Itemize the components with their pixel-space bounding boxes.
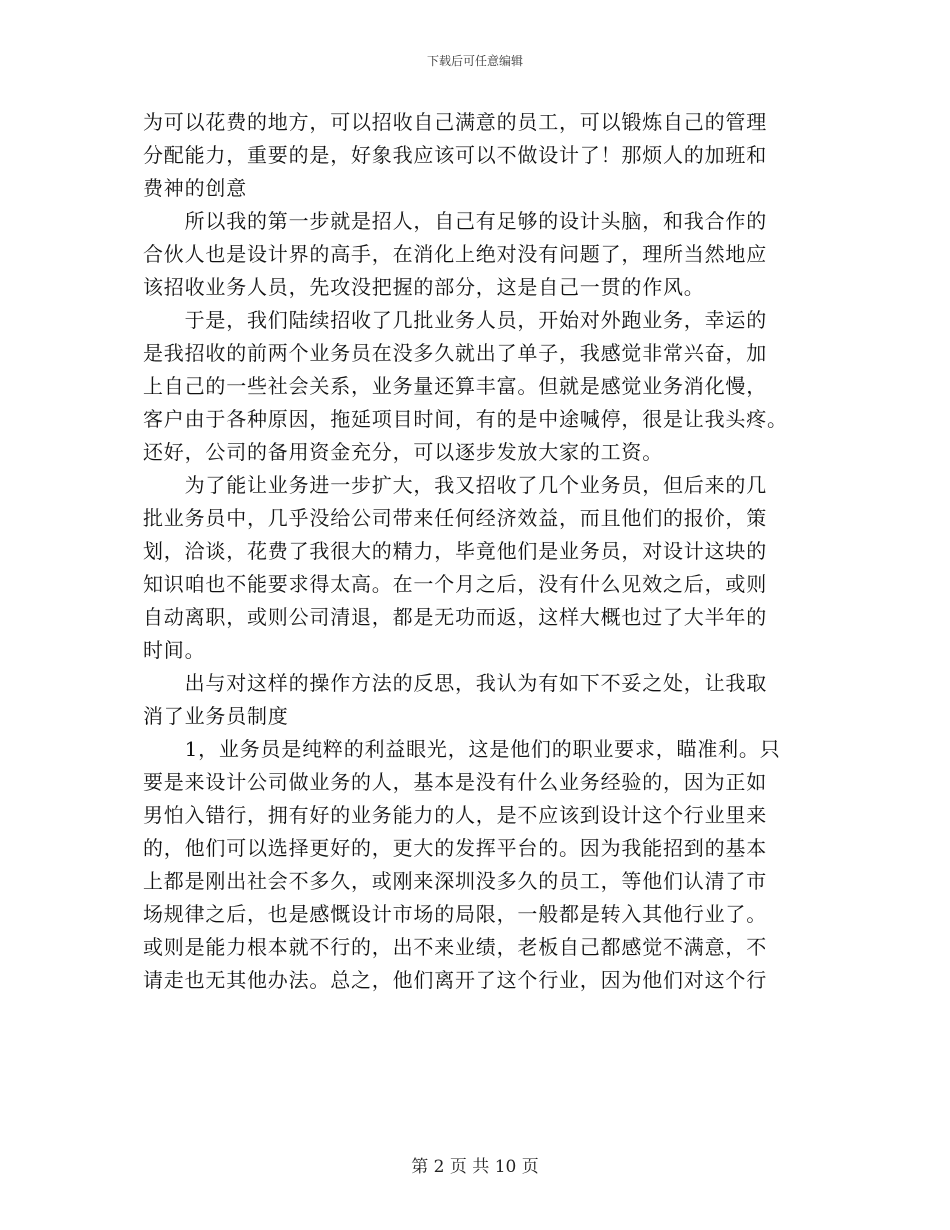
text-line: 出与对这样的操作方法的反思，我认为有如下不妥之处，让我取 (143, 671, 767, 695)
text-line: 是我招收的前两个业务员在没多久就出了单子，我感觉非常兴奋，加 (143, 341, 767, 365)
text-line: 1，业务员是纯粹的利益眼光，这是他们的职业要求，瞄准利。只 (143, 737, 781, 761)
text-line: 所以我的第一步就是招人，自己有足够的设计头脑，和我合作的 (143, 209, 767, 233)
text-line: 男怕入错行，拥有好的业务能力的人，是不应该到设计这个行业里来 (143, 803, 767, 827)
text-line: 该招收业务人员，先攻没把握的部分，这是自己一贯的作风。 (143, 275, 705, 299)
text-line: 自动离职，或则公司清退，都是无功而返，这样大概也过了大半年的 (143, 605, 767, 629)
text-line: 为了能让业务进一步扩大，我又招收了几个业务员，但后来的几 (143, 473, 767, 497)
page-header: 下载后可任意编辑 (426, 54, 523, 68)
text-line: 客户由于各种原因，拖延项目时间，有的是中途喊停，很是让我头疼。 (143, 407, 788, 431)
text-line: 场规律之后，也是感慨设计市场的局限，一般都是转入其他行业了。 (143, 902, 767, 926)
text-line: 批业务员中，几乎没给公司带来任何经济效益，而且他们的报价，策 (143, 506, 767, 530)
text-line: 费神的创意 (143, 176, 247, 200)
text-line: 的，他们可以选择更好的，更大的发挥平台的。因为我能招到的基本 (143, 836, 767, 860)
text-line: 分配能力，重要的是，好象我应该可以不做设计了！那烦人的加班和 (143, 143, 767, 167)
text-line: 上都是刚出社会不多久，或刚来深圳没多久的员工，等他们认清了市 (143, 869, 767, 893)
text-line: 上自己的一些社会关系，业务量还算丰富。但就是感觉业务消化慢， (143, 374, 767, 398)
text-line: 或则是能力根本就不行的，出不来业绩，老板自己都感觉不满意，不 (143, 935, 767, 959)
text-line: 知识咱也不能要求得太高。在一个月之后，没有什么见效之后，或则 (143, 572, 767, 596)
text-line: 要是来设计公司做业务的人，基本是没有什么业务经验的，因为正如 (143, 770, 767, 794)
text-line: 划，洽谈，花费了我很大的精力，毕竟他们是业务员，对设计这块的 (143, 539, 767, 563)
text-line: 为可以花费的地方，可以招收自己满意的员工，可以锻炼自己的管理 (143, 110, 767, 134)
text-line: 时间。 (143, 638, 206, 662)
text-line: 请走也无其他办法。总之，他们离开了这个行业，因为他们对这个行 (143, 968, 767, 992)
text-line: 还好，公司的备用资金充分，可以逐步发放大家的工资。 (143, 440, 663, 464)
text-line: 于是，我们陆续招收了几批业务人员，开始对外跑业务，幸运的 (143, 308, 767, 332)
text-line: 消了业务员制度 (143, 704, 289, 728)
page-footer: 第 2 页 共 10 页 (411, 1157, 539, 1177)
text-line: 合伙人也是设计界的高手，在消化上绝对没有问题了，理所当然地应 (143, 242, 767, 266)
document-body (143, 106, 803, 997)
